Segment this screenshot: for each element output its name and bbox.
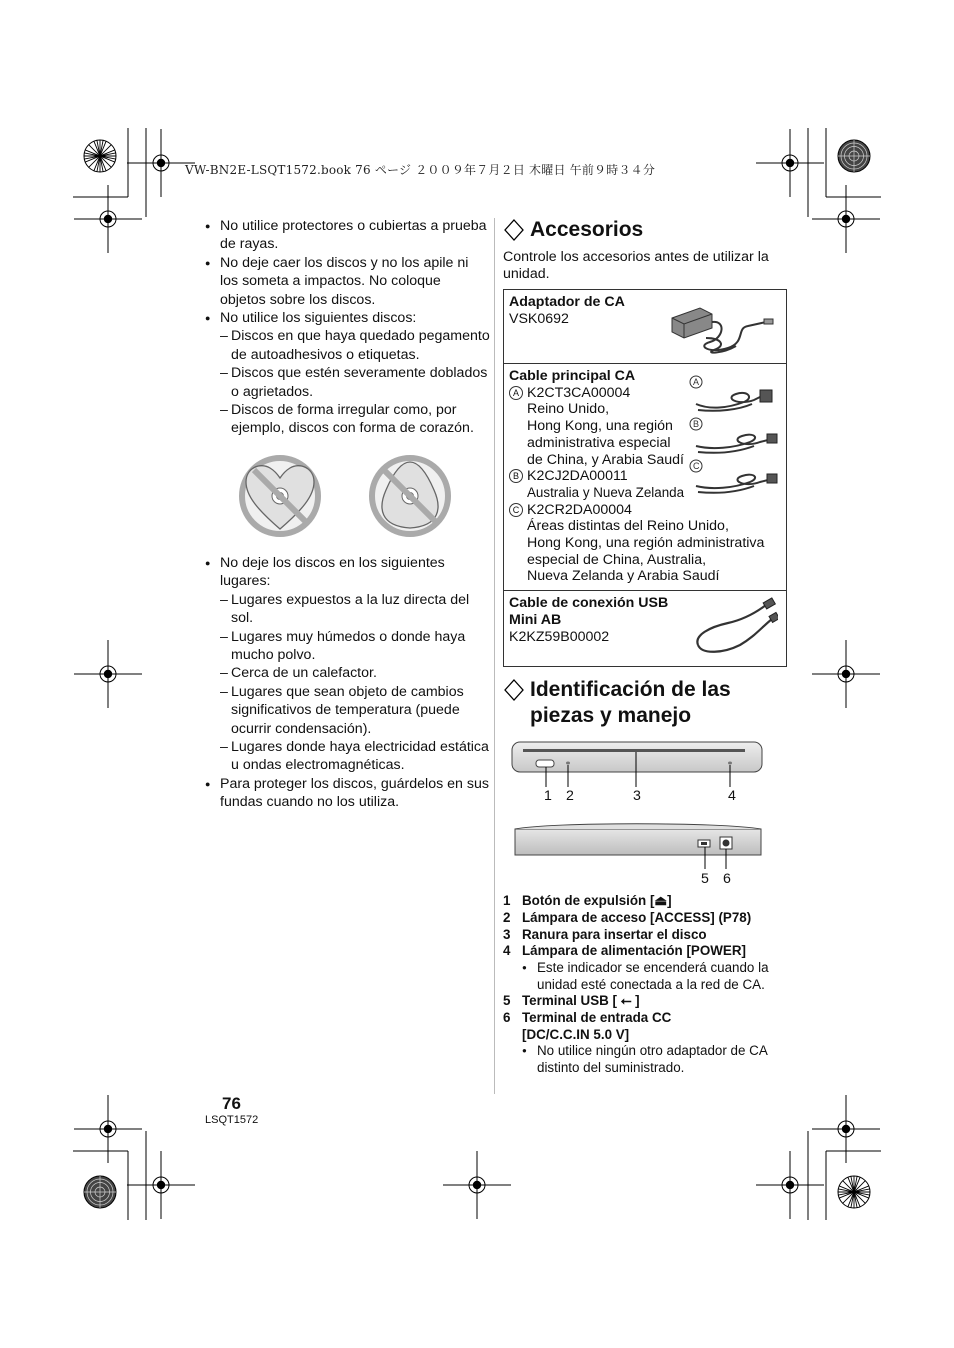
parts-heading (503, 677, 788, 729)
power-cable-cell (504, 364, 787, 591)
dash-item: – Discos en que haya quedado pegamento de autoadhesivos o etiquetas. (205, 327, 490, 364)
device-back-image (511, 819, 775, 869)
usb-cable-name-2: Mini AB (509, 611, 562, 628)
bullet-item: ● No deje los discos en los siguientes lugares: (205, 554, 490, 591)
right-column (503, 217, 788, 1077)
bullet-item: ● No utilice los siguientes discos: (205, 309, 490, 327)
diamond-icon (503, 677, 525, 703)
column-divider (494, 218, 495, 1094)
device-front-view (503, 739, 788, 811)
usb-cable-cell (504, 591, 787, 667)
cable-a-line: Reino Unido, (527, 401, 610, 418)
device-front-image (511, 739, 775, 787)
part-label: Ranura para insertar el disco (522, 926, 707, 942)
marker-b: B (509, 469, 523, 483)
cable-c-line: especial de China, Australia, (527, 551, 707, 568)
part-label: Lámpara de acceso [ACCESS] (P78) (522, 909, 752, 925)
callout-1: 1 (544, 788, 552, 805)
parts-list (503, 893, 788, 1077)
img-label-a: A (693, 377, 700, 387)
print-header: VW-BN2E-LSQT1572.book 76 ページ ２００９年７月２日 木曜日 午前９時３４分 (185, 163, 656, 177)
part-label: Terminal USB [ ⭠ ] (522, 993, 640, 1009)
cable-c-line: Hong Kong, una región administrativa (527, 535, 765, 552)
cable-a-line: de China, y Arabia Saudí (527, 451, 684, 468)
marker-c: C (509, 503, 523, 517)
part-number: 4 (503, 943, 511, 959)
adapter-cell (504, 290, 787, 364)
parts-title-line: piezas y manejo (530, 704, 692, 728)
left-column (205, 217, 490, 812)
part-number: 3 (503, 926, 511, 942)
dash-item: – Lugares expuestos a la luz directa del sol. (205, 591, 490, 628)
part-number: 5 (503, 993, 511, 1009)
usb-cable-image (688, 597, 778, 659)
accessories-intro: Controle los accesorios antes de utilizar la unidad. (503, 249, 769, 282)
cable-b-line: Australia y Nueva Zelanda (527, 484, 685, 500)
diamond-icon (503, 217, 525, 243)
part-item (503, 893, 788, 910)
ac-adapter-image (666, 298, 776, 354)
part-label: Botón de expulsión [⏏] (522, 893, 672, 909)
bullet-item: ● No deje caer los discos y no los apile ni los someta a impactos. No coloque objetos sobre los discos. (205, 254, 490, 309)
prohibited-disc-icons (205, 446, 490, 546)
dash-item: – Cerca de un calefactor. (205, 664, 490, 682)
marker-a: A (509, 386, 523, 400)
callout-3: 3 (633, 788, 641, 805)
cable-c-entry (509, 502, 781, 519)
part-label: Terminal de entrada CC (522, 1010, 672, 1026)
accessories-heading (503, 217, 788, 243)
part-item (503, 943, 788, 960)
callout-5: 5 (701, 871, 709, 888)
page-number: 76 (222, 1094, 241, 1113)
prohibited-discs-illustration (205, 446, 490, 546)
part-label: Lámpara de alimentación [POWER] (522, 943, 746, 959)
cable-a-line: administrativa especial (527, 434, 671, 451)
power-cables-image (688, 370, 780, 502)
usb-cable-code: K2KZ59B00002 (509, 628, 610, 645)
device-back-view (503, 819, 788, 889)
callout-2: 2 (566, 788, 574, 805)
part-note: ● Este indicador se encenderá cuando la unidad esté conectada a la red de CA. (503, 960, 788, 993)
parts-title-line: Identificación de las (530, 678, 731, 702)
bullet-item: ● Para proteger los discos, guárdelos en sus fundas cuando no los utiliza. (205, 775, 490, 812)
part-number: 6 (503, 1010, 511, 1026)
dash-item: – Lugares que sean objeto de cambios significativos de temperatura (puede ocurrir condensación). (205, 683, 490, 738)
table-row (504, 290, 787, 364)
cable-a-line: Hong Kong, una región (527, 418, 673, 435)
callout-4: 4 (728, 788, 736, 805)
cable-c-line: Nueva Zelanda y Arabia Saudí (527, 568, 720, 585)
dash-item: – Discos que estén severamente doblados o agrietados. (205, 364, 490, 401)
table-row (504, 591, 787, 667)
dash-item: – Lugares donde haya electricidad estática u ondas electromagnéticas. (205, 738, 490, 775)
img-label-c: C (693, 461, 700, 471)
part-item-continued (503, 1027, 788, 1044)
part-item (503, 1010, 788, 1027)
part-label: [DC/C.C.IN 5.0 V] (522, 1026, 630, 1042)
img-label-b: B (693, 419, 700, 429)
adapter-code: VSK0692 (509, 310, 569, 327)
power-cable-name: Cable principal CA (509, 368, 636, 384)
part-number: 2 (503, 909, 511, 925)
part-item (503, 910, 788, 927)
accessories-title: Accesorios (530, 218, 644, 241)
part-item (503, 993, 788, 1010)
usb-cable-name: Cable de conexión USB (509, 595, 669, 612)
irregular-disc-prohibited-icon (372, 458, 448, 534)
cable-b-code: K2CJ2DA00011 (527, 468, 628, 485)
bullet-item: ● No utilice protectores o cubiertas a prueba de rayas. (205, 217, 490, 254)
dash-item: – Lugares muy húmedos o donde haya mucho polvo. (205, 628, 490, 665)
part-item (503, 927, 788, 944)
cable-a-code: K2CT3CA00004 (527, 384, 631, 401)
part-note: ● No utilice ningún otro adaptador de CA distinto del suministrado. (503, 1043, 788, 1076)
parts-title (530, 677, 731, 729)
adapter-name: Adaptador de CA (509, 294, 625, 310)
table-row (504, 364, 787, 591)
cable-c-code: K2CR2DA00004 (527, 501, 632, 518)
model-code: LSQT1572 (205, 1114, 259, 1126)
cable-c-line: Áreas distintas del Reino Unido, (527, 518, 729, 535)
dash-item: – Discos de forma irregular como, por ejemplo, discos con forma de corazón. (205, 401, 490, 438)
callout-6: 6 (723, 871, 731, 888)
accessories-table (503, 289, 787, 667)
part-number: 1 (503, 893, 511, 909)
heart-disc-prohibited-icon (242, 458, 318, 534)
